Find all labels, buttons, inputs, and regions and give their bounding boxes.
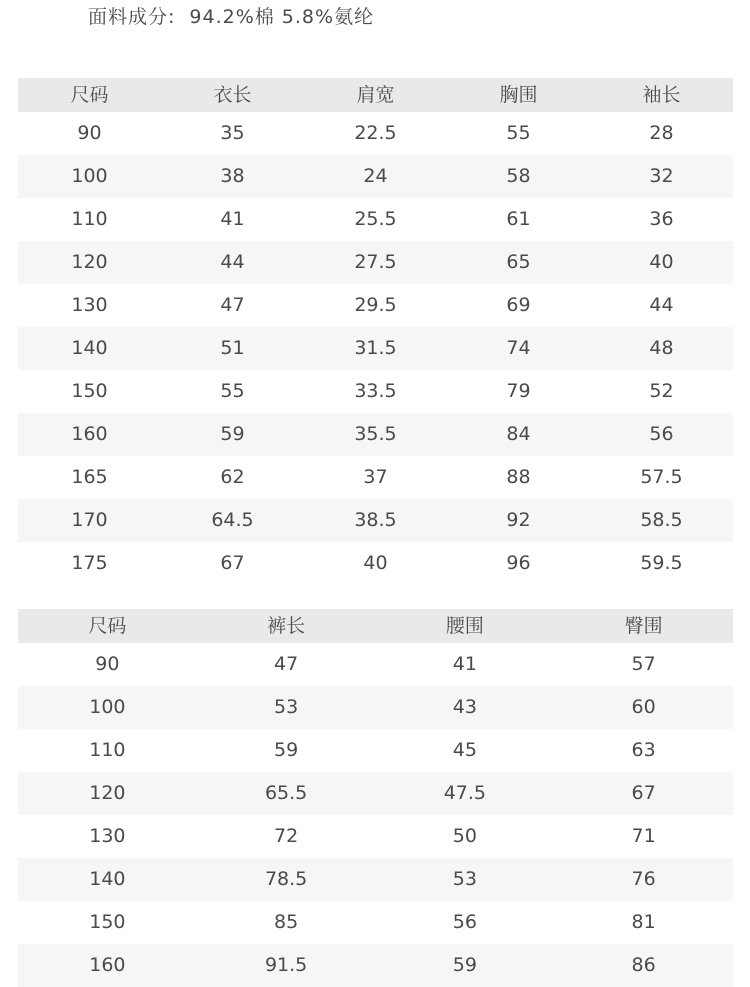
bottom-size-table	[18, 609, 733, 987]
table-row	[18, 284, 733, 327]
table-cell: 59	[274, 739, 299, 761]
table-cell: 28	[649, 122, 674, 144]
table-row	[18, 815, 733, 858]
table-row	[18, 944, 733, 987]
column-header: 衣长	[161, 78, 304, 112]
table-cell: 36	[649, 208, 674, 230]
table-cell: 56	[590, 413, 733, 456]
column-header: 腰围	[376, 609, 555, 643]
table-row	[18, 198, 733, 241]
table-cell: 72	[274, 825, 299, 847]
column-header: 裤长	[197, 609, 376, 643]
table-cell: 110	[89, 739, 126, 761]
table-cell: 29.5	[354, 294, 397, 316]
fabric-value: 94.2%棉 5.8%氨纶	[189, 6, 375, 28]
table-cell: 90	[95, 653, 120, 675]
table-cell: 74	[447, 327, 590, 370]
table-cell: 96	[506, 552, 531, 574]
table-cell: 57	[631, 653, 656, 675]
table-cell: 130	[89, 825, 126, 847]
table-cell: 47	[274, 653, 299, 675]
table-cell: 33.5	[354, 380, 397, 402]
table-row	[18, 643, 733, 686]
table-cell: 100	[18, 686, 197, 729]
table-cell: 55	[506, 122, 531, 144]
table-cell: 59	[376, 944, 555, 987]
table-cell: 65	[447, 241, 590, 284]
table-cell: 69	[506, 294, 531, 316]
table-row	[18, 772, 733, 815]
table-cell: 38.5	[304, 499, 447, 542]
table-cell: 79	[506, 380, 531, 402]
table-row	[18, 729, 733, 772]
table-cell: 61	[506, 208, 531, 230]
table-header-row	[18, 609, 733, 643]
table-cell: 67	[220, 552, 245, 574]
table-cell: 81	[631, 911, 656, 933]
table-cell: 140	[18, 858, 197, 901]
table-row	[18, 241, 733, 284]
table-cell: 58.5	[590, 499, 733, 542]
table-cell: 88	[506, 466, 531, 488]
table-cell: 57.5	[640, 466, 683, 488]
table-cell: 165	[71, 466, 108, 488]
table-cell: 67	[554, 772, 733, 815]
table-cell: 59	[161, 413, 304, 456]
table-cell: 37	[363, 466, 388, 488]
table-cell: 76	[554, 858, 733, 901]
table-cell: 62	[220, 466, 245, 488]
table-cell: 130	[71, 294, 108, 316]
table-cell: 140	[18, 327, 161, 370]
table-cell: 78.5	[197, 858, 376, 901]
table-cell: 38	[161, 155, 304, 198]
column-header: 袖长	[590, 78, 733, 112]
table-cell: 86	[554, 944, 733, 987]
table-cell: 27.5	[304, 241, 447, 284]
table-cell: 31.5	[304, 327, 447, 370]
column-header: 胸围	[447, 78, 590, 112]
top-size-table	[18, 78, 733, 585]
table-cell: 44	[161, 241, 304, 284]
table-cell: 40	[363, 552, 388, 574]
table-cell: 160	[18, 413, 161, 456]
table-row	[18, 456, 733, 499]
table-cell: 41	[452, 653, 477, 675]
table-cell: 24	[304, 155, 447, 198]
table-cell: 53	[376, 858, 555, 901]
table-cell: 51	[161, 327, 304, 370]
table-cell: 59.5	[640, 552, 683, 574]
table-cell: 170	[18, 499, 161, 542]
table-row	[18, 112, 733, 155]
column-header: 肩宽	[304, 78, 447, 112]
table-cell: 175	[71, 552, 108, 574]
table-row	[18, 542, 733, 585]
table-cell: 25.5	[354, 208, 397, 230]
table-cell: 63	[631, 739, 656, 761]
fabric-label: 面料成分:	[88, 6, 176, 28]
table-cell: 92	[447, 499, 590, 542]
table-cell: 56	[452, 911, 477, 933]
table-cell: 32	[590, 155, 733, 198]
table-cell: 41	[220, 208, 245, 230]
table-row	[18, 327, 733, 370]
column-header: 臀围	[554, 609, 733, 643]
table-header-row	[18, 78, 733, 112]
table-cell: 58	[447, 155, 590, 198]
table-cell: 44	[649, 294, 674, 316]
table-cell: 120	[18, 772, 197, 815]
table-cell: 71	[631, 825, 656, 847]
table-cell: 110	[71, 208, 108, 230]
table-cell: 40	[590, 241, 733, 284]
table-cell: 150	[71, 380, 108, 402]
table-cell: 55	[220, 380, 245, 402]
table-cell: 150	[89, 911, 126, 933]
table-cell: 91.5	[197, 944, 376, 987]
table-row	[18, 413, 733, 456]
table-cell: 43	[376, 686, 555, 729]
table-row	[18, 370, 733, 413]
table-cell: 48	[590, 327, 733, 370]
table-cell: 22.5	[354, 122, 397, 144]
table-cell: 90	[77, 122, 102, 144]
table-row	[18, 499, 733, 542]
table-row	[18, 155, 733, 198]
table-cell: 47.5	[376, 772, 555, 815]
fabric-composition	[88, 2, 374, 29]
table-cell: 85	[274, 911, 299, 933]
table-cell: 35	[220, 122, 245, 144]
table-cell: 100	[18, 155, 161, 198]
table-cell: 84	[447, 413, 590, 456]
table-cell: 35.5	[304, 413, 447, 456]
table-cell: 45	[452, 739, 477, 761]
table-cell: 50	[452, 825, 477, 847]
table-cell: 64.5	[161, 499, 304, 542]
table-cell: 53	[197, 686, 376, 729]
table-cell: 60	[554, 686, 733, 729]
table-row	[18, 901, 733, 944]
column-header: 尺码	[18, 78, 161, 112]
table-cell: 120	[18, 241, 161, 284]
table-cell: 52	[649, 380, 674, 402]
table-row	[18, 686, 733, 729]
table-row	[18, 858, 733, 901]
column-header: 尺码	[18, 609, 197, 643]
table-cell: 160	[18, 944, 197, 987]
table-cell: 47	[220, 294, 245, 316]
table-cell: 65.5	[197, 772, 376, 815]
